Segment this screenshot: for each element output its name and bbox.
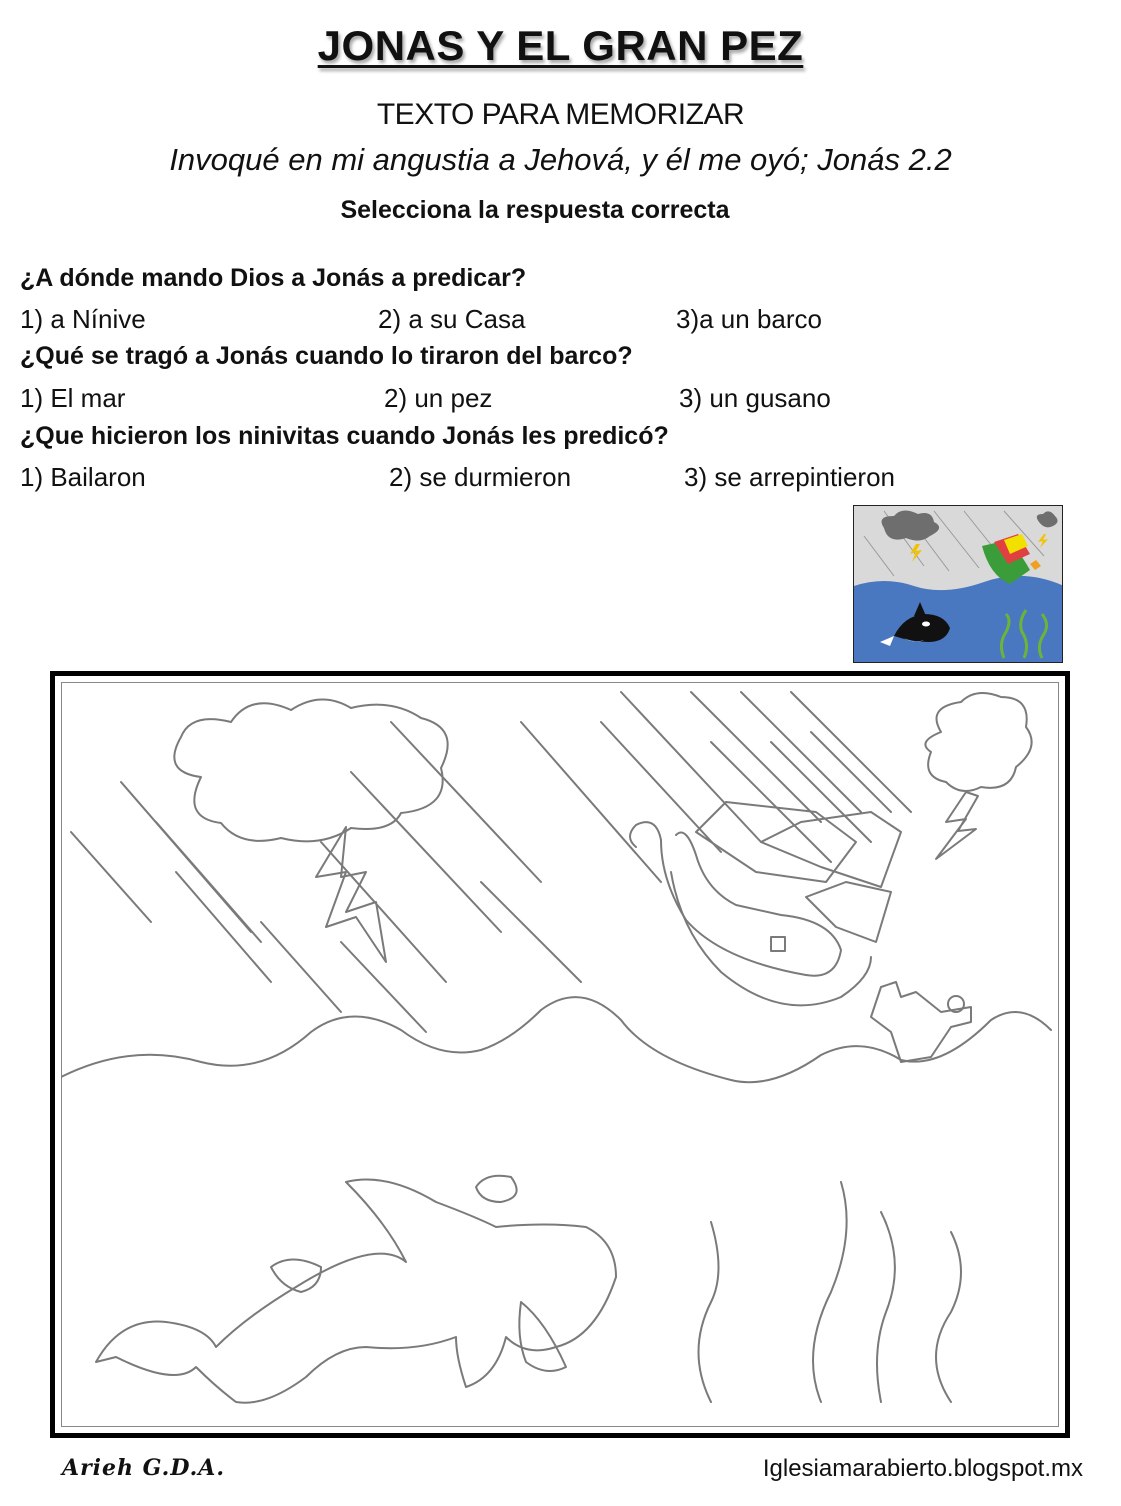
jonah-figure — [871, 982, 971, 1062]
colored-scene-illustration — [854, 506, 1063, 663]
ship-sail-back — [806, 882, 891, 942]
q1-option-1[interactable]: 1) a Nínive — [20, 304, 146, 334]
q2-option-2[interactable]: 2) un pez — [384, 383, 493, 413]
q2-option-3[interactable]: 3) un gusano — [679, 383, 831, 413]
ship-window — [771, 937, 785, 951]
seaweed-2 — [813, 1182, 847, 1402]
memory-verse: Invoqué en mi angustia a Jehová, y él me oyó; Jonás 2.2 — [169, 142, 952, 177]
right-storm-cloud — [925, 693, 1031, 791]
instruction-text: Selecciona la respuesta correcta — [340, 196, 730, 224]
website-link[interactable]: Iglesiamarabierto.blogspot.mx — [762, 1455, 1083, 1482]
coloring-scene-outline[interactable] — [61, 682, 1059, 1427]
question-2: ¿Qué se tragó a Jonás cuando lo tiraron del barco? — [20, 342, 633, 370]
q3-option-3[interactable]: 3) se arrepintieron — [684, 462, 895, 492]
question-3: ¿Que hicieron los ninivitas cuando Jonás les predicó? — [20, 422, 669, 450]
orca-fin — [519, 1302, 566, 1371]
left-storm-cloud — [174, 699, 447, 841]
author-signature: Arieh G.D.A. — [62, 1455, 226, 1481]
rain-lines — [71, 692, 911, 1032]
q3-option-1[interactable]: 1) Bailaron — [20, 462, 146, 492]
memory-heading: TEXTO PARA MEMORIZAR — [376, 98, 745, 131]
q3-option-2[interactable]: 2) se durmieron — [389, 462, 572, 492]
seaweed-3 — [877, 1212, 895, 1402]
q1-option-2[interactable]: 2) a su Casa — [378, 304, 526, 334]
q1-option-3[interactable]: 3)a un barco — [676, 304, 822, 334]
question-1: ¿A dónde mando Dios a Jonás a predicar? — [20, 264, 527, 292]
colored-reference-image — [853, 505, 1063, 663]
seaweed-4 — [936, 1232, 961, 1402]
sea-surface-waves — [61, 997, 1051, 1082]
seaweed-1 — [699, 1222, 719, 1402]
orca-eye-patch — [476, 1176, 517, 1202]
page-title: JONAS Y EL GRAN PEZ — [317, 22, 804, 69]
right-lightning — [936, 792, 978, 859]
ship-hull — [630, 822, 841, 976]
q2-option-1[interactable]: 1) El mar — [20, 383, 126, 413]
